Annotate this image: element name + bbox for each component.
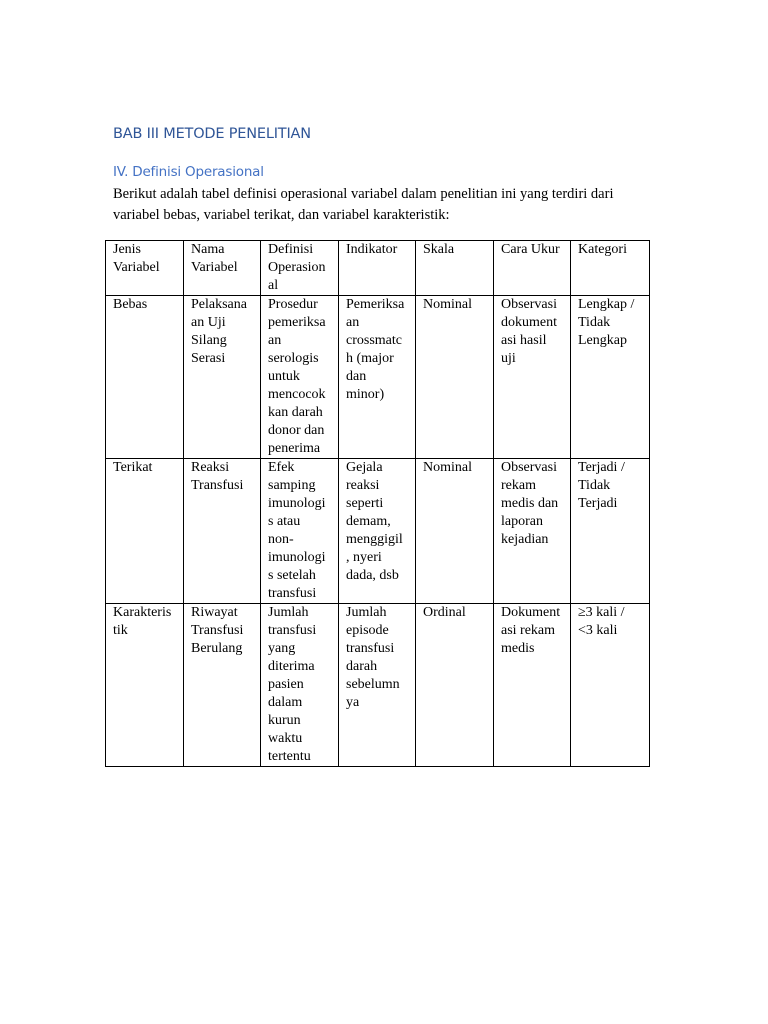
table-cell: Pemeriksa an crossmatc h (major dan minor) xyxy=(339,296,416,459)
table-cell: Observasi rekam medis dan laporan kejadian xyxy=(494,459,571,604)
header-nama-variabel: Nama Variabel xyxy=(184,241,261,296)
operational-definition-table xyxy=(105,240,650,767)
table-cell: Efek samping imunologi s atau non- imunologi s setelah transfusi xyxy=(261,459,339,604)
table-cell: Reaksi Transfusi xyxy=(184,459,261,604)
chapter-title: BAB III METODE PENELITIAN xyxy=(113,126,311,142)
intro-paragraph xyxy=(113,184,653,226)
table-cell: Bebas xyxy=(106,296,184,459)
table-cell: Gejala reaksi seperti demam, menggigil , nyeri dada, dsb xyxy=(339,459,416,604)
header-row xyxy=(106,241,650,296)
table-cell: Jumlah episode transfusi darah sebelumn ya xyxy=(339,604,416,767)
table-cell: Terjadi / Tidak Terjadi xyxy=(571,459,650,604)
header-indikator: Indikator xyxy=(339,241,416,296)
table-body xyxy=(106,296,650,767)
table-cell: Dokument asi rekam medis xyxy=(494,604,571,767)
header-skala: Skala xyxy=(416,241,494,296)
table-cell: Observasi dokument asi hasil uji xyxy=(494,296,571,459)
table-cell: Ordinal xyxy=(416,604,494,767)
table-cell: Pelaksana an Uji Silang Serasi xyxy=(184,296,261,459)
table-row xyxy=(106,604,650,767)
table-header xyxy=(106,241,650,296)
table-cell: Karakteris tik xyxy=(106,604,184,767)
table-cell: Nominal xyxy=(416,459,494,604)
table-cell: Jumlah transfusi yang diterima pasien dalam kurun waktu tertentu xyxy=(261,604,339,767)
table-cell: ≥3 kali / <3 kali xyxy=(571,604,650,767)
header-cara-ukur: Cara Ukur xyxy=(494,241,571,296)
table-row xyxy=(106,296,650,459)
table-cell: Nominal xyxy=(416,296,494,459)
header-jenis-variabel: Jenis Variabel xyxy=(106,241,184,296)
table-row xyxy=(106,459,650,604)
table-cell: Terikat xyxy=(106,459,184,604)
table-cell: Prosedur pemeriksa an serologis untuk mencocok kan darah donor dan penerima xyxy=(261,296,339,459)
intro-line-1: Berikut adalah tabel definisi operasional variabel dalam penelitian ini yang terdiri dari xyxy=(113,186,614,202)
table-cell: Lengkap / Tidak Lengkap xyxy=(571,296,650,459)
section-title: IV. Definisi Operasional xyxy=(113,164,264,180)
intro-line-2: variabel bebas, variabel terikat, dan variabel karakteristik: xyxy=(113,207,450,223)
header-kategori: Kategori xyxy=(571,241,650,296)
table-cell: Riwayat Transfusi Berulang xyxy=(184,604,261,767)
header-definisi-operasional: Definisi Operasion al xyxy=(261,241,339,296)
